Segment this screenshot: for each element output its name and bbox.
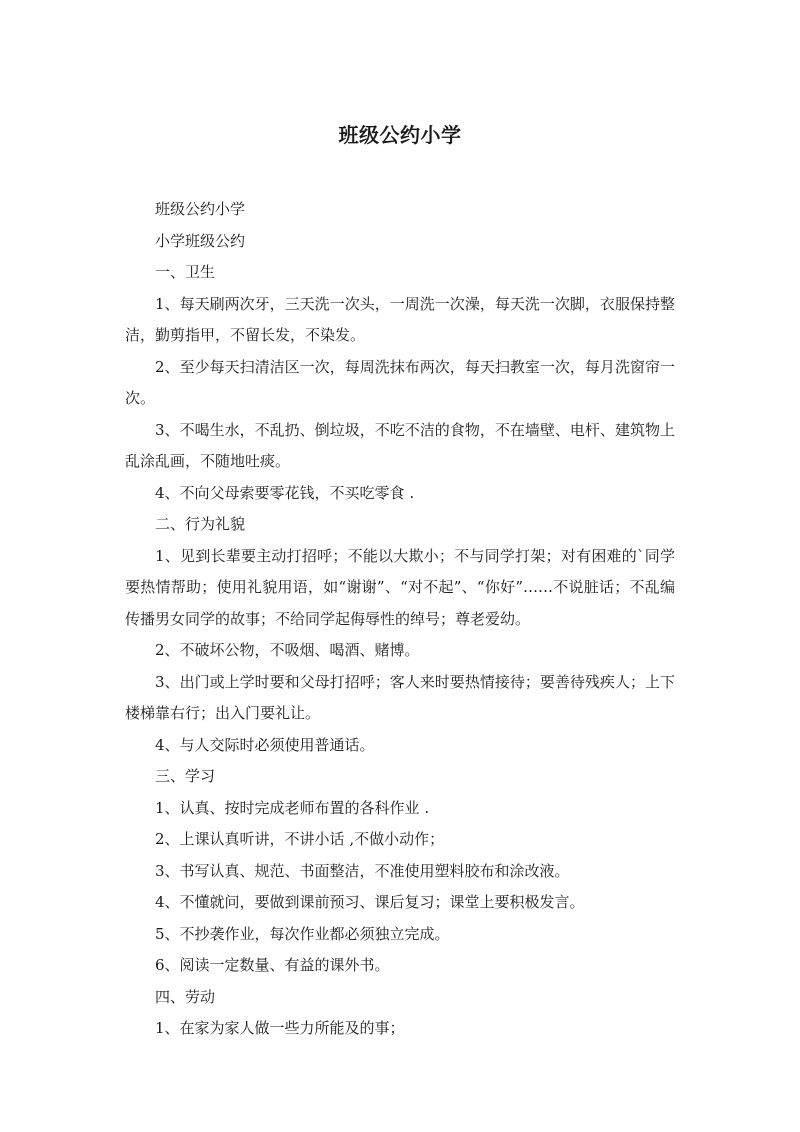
paragraph: 3、书写认真、规范、书面整洁，不准使用塑料胶布和涂改液。 (155, 861, 570, 880)
paragraph: 4、不向父母索要零花钱，不买吃零食 . (155, 483, 415, 502)
paragraph: 6、阅读一定数量、有益的课外书。 (155, 956, 390, 974)
paragraph: 4、与人交际时必须使用普通话。 (155, 735, 375, 754)
paragraph: 1、见到长辈要主动打招呼；不能以大欺小；不与同学打架；对有困难的`同学要热情帮助；使用礼貌用语，如“谢谢”、“对不起”、“你好”……不说脏话；不乱编传播男女同学的故事；不给同学起侮辱性的绰号；尊老爱幼。 (125, 546, 675, 628)
paragraph: 小学班级公约 (155, 231, 246, 250)
section-heading: 二、行为礼貌 (155, 515, 246, 533)
paragraph: 4、不懂就问，要做到课前预习、课后复习；课堂上要积极发言。 (155, 893, 585, 911)
paragraph: 2、上课认真听讲，不讲小话 ,不做小动作； (155, 830, 445, 848)
section-heading: 四、劳动 (155, 987, 216, 1006)
paragraph: 1、认真、按时完成老师布置的各科作业 . (155, 798, 430, 817)
document-body (125, 194, 675, 1045)
section-heading: 三、学习 (155, 767, 216, 785)
section-heading: 一、卫生 (155, 263, 216, 281)
paragraph: 班级公约小学 (155, 200, 246, 218)
paragraph: 1、在家为家人做一些力所能及的事； (155, 1019, 405, 1037)
paragraph: 3、出门或上学时要和父母打招呼；客人来时要热情接待；要善待残疾人；上下楼梯靠右行；出入门要礼让。 (125, 672, 675, 722)
document-title: 班级公约小学 (338, 123, 462, 147)
paragraph: 1、每天刷两次牙，三天洗一次头，一周洗一次澡，每天洗一次脚，衣服保持整洁，勤剪指甲，不留长发，不染发。 (125, 294, 675, 344)
paragraph: 2、不破坏公物，不吸烟、喝酒、赌博。 (155, 641, 420, 659)
paragraph: 3、不喝生水，不乱扔、倒垃圾，不吃不洁的食物，不在墙壁、电杆、建筑物上乱涂乱画，不随地吐痰。 (125, 420, 675, 470)
paragraph: 2、至少每天扫清洁区一次，每周洗抹布两次，每天扫教室一次，每月洗窗帘一次。 (125, 357, 675, 407)
paragraph: 5、不抄袭作业，每次作业都必须独立完成。 (155, 924, 450, 943)
